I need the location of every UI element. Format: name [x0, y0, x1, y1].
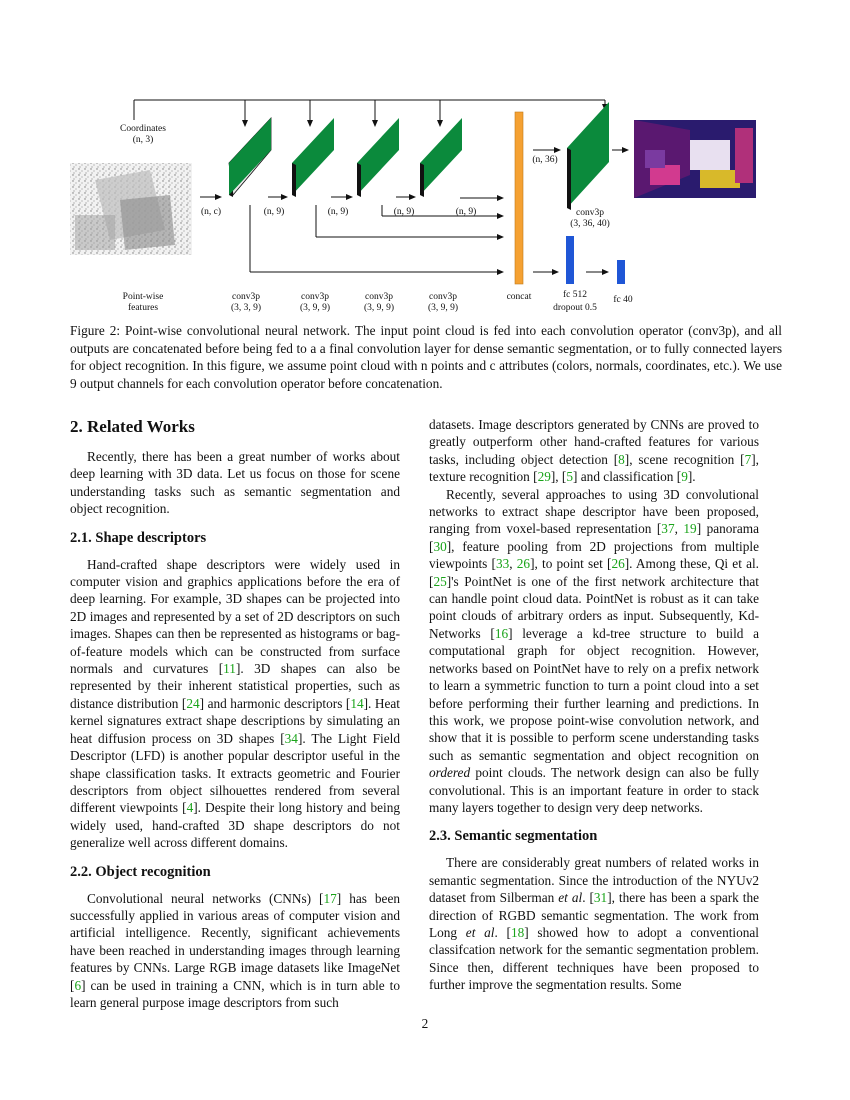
section-title-shape-descriptors: 2.1. Shape descriptors [70, 529, 207, 546]
citation[interactable]: 26 [611, 556, 625, 572]
concat-bar [515, 112, 523, 284]
conv3p-3-label: conv3p [365, 292, 393, 302]
left-column [70, 416, 400, 1011]
conv3p-3-params: (3, 9, 9) [363, 303, 395, 313]
conv3p-1-label: conv3p [232, 292, 260, 302]
coordinates-shape-label: (n, 3) [132, 135, 154, 145]
conv3p-2-label: conv3p [301, 292, 329, 302]
citation[interactable]: 6 [74, 977, 82, 993]
shape-label-4: (n, 9) [455, 207, 477, 217]
emphasis: ordered [429, 765, 471, 781]
figure-caption: Figure 2: Point-wise convolutional neural network. The input point cloud is fed into each convolution operator (conv3p), and all outputs are concatenated before being fed to a a final convolution layer for dense semantic segmentation, or to fully connected layers for object recognition. In this figure, we assume point cloud with n points and c attributes (colors, normals, coordinates, etc.). We use 9 output channels for each convolution operator before concatenation. [70, 323, 782, 391]
citation[interactable]: 8 [618, 451, 625, 467]
conv-block-4 [420, 118, 462, 197]
shape-label-3: (n, 9) [393, 207, 415, 217]
object-recognition-paragraph: Convolutional neural networks (CNNs) [17] has been successfully applied in various areas of computer vision and artificial intelligence. Recently, significant achievements have been reached in understanding images through learning features by CNNs. Large RGB image datasets like ImageNet [6] can be used in training a CNN, which is in turn able to learn general purpose image descriptors from such [70, 890, 401, 1010]
fc40-bar [617, 260, 625, 284]
citation[interactable]: 4 [186, 800, 194, 816]
coordinates-label: Coordinates [120, 124, 166, 134]
related-works-intro: Recently, there has been a great number of works about deep learning with 3D data. Let us focus on those for scene understanding tasks such as semantic segmentation and object recognition. [70, 449, 400, 517]
citation[interactable]: 18 [510, 924, 525, 940]
citation[interactable]: 14 [350, 695, 364, 711]
conv3p-1-params: (3, 3, 9) [230, 303, 262, 313]
3d-convolution-paragraph: Recently, several approaches to using 3D convolutional networks to extract shape descriptor have been proposed, ranging from voxel-based representation [37, 19] panorama [30], feature pooling from 2D projections from multiple viewpoints [33, 26], to point set [26]. Among these, Qi et al. [25]'s PointNet is one of the first network architecture that can handle point cloud data. PointNet is robust as it can take point clouds of arbitrary orders as input. Subsequently, Kd-Networks [16] leverage a kd-tree structure to build a computational graph for object recognition. However, networks based on PointNet have to rely on a prefix network to learn a symmetric function to turn a point cloud into a set before performing their further learning and predictions. In this work, we propose point-wise convolution network, and show that it is possible to perform scene understanding tasks such as semantic segmentation and object recognition on ordered point clouds. The network design can also be fully convolutional. This is an important feature in order to stack many layers together to design very deep networks. [429, 486, 759, 815]
conv3p-2-params: (3, 9, 9) [299, 303, 331, 313]
citation[interactable]: 5 [566, 469, 574, 485]
shape-label-2: (n, 9) [327, 207, 349, 217]
citation[interactable]: 33 [495, 556, 510, 572]
shape-label-1: (n, 9) [263, 207, 285, 217]
conv3p-4-label: conv3p [429, 292, 457, 302]
citation[interactable]: 25 [433, 573, 447, 589]
citation[interactable]: 26 [516, 556, 531, 572]
input-shape-label: (n, c) [200, 207, 222, 217]
section-title-semantic-segmentation: 2.3. Semantic segmentation [429, 828, 598, 845]
fc40-label: fc 40 [613, 295, 633, 305]
citation[interactable]: 19 [683, 521, 697, 537]
shape-label-concat: (n, 36) [532, 155, 558, 165]
page-number: 2 [421, 1016, 429, 1031]
dropout-label: dropout 0.5 [553, 303, 597, 313]
pointwise-label-2: features [127, 303, 159, 313]
concat-label: concat [506, 292, 532, 302]
conv-block-3 [357, 118, 399, 197]
citation[interactable]: 29 [537, 469, 551, 485]
citation[interactable]: 17 [323, 890, 337, 906]
conv-block-2 [292, 118, 334, 197]
right-column [429, 416, 759, 994]
citation[interactable]: 7 [744, 451, 752, 467]
object-recognition-continued: datasets. Image descriptors generated by CNNs are proved to greatly outperform other hand-crafted features for various tasks, including object detection [8], scene recognition [7], texture recognition [29], [5] and classification [9]. [429, 417, 759, 485]
output-segmentation-image [634, 120, 756, 198]
input-point-cloud-image [70, 163, 192, 255]
citation[interactable]: 31 [593, 890, 608, 906]
citation[interactable]: 11 [223, 661, 236, 677]
citation[interactable]: 37 [661, 521, 675, 537]
pointwise-label: Point-wise [122, 292, 164, 302]
citation[interactable]: 24 [186, 695, 200, 711]
conv-block-final [567, 102, 609, 210]
citation[interactable]: 30 [433, 538, 447, 554]
shape-descriptors-paragraph: Hand-crafted shape descriptors were widely used in computer vision and graphics applications before the era of deep learning. For example, 3D shapes can be projected into 2D images and represented by a set of 2D descriptors on such images. Shapes can then be represented as histograms or bag-of-feature models which can be constructed from surface normals and curvatures [11]. 3D shapes can also be represented by their inherent statistical properties, such as distance distribution [24] and harmonic descriptors [14]. Heat kernel signatures extract shape descriptions by simulating an heat diffusion process on 3D shapes [34]. The Light Field Descriptor (LFD) is another popular descriptor useful in the shape classification tasks. It extracts geometric and Fourier descriptors from object silhouettes rendered from several different viewpoints [4]. Despite their long history and being widely used, hand-crafted 3D shape descriptors do not generalize well across different domains. [70, 556, 400, 851]
conv3p-final-label: conv3p [576, 208, 604, 218]
fc512-bar [566, 236, 574, 284]
semantic-segmentation-paragraph: There are considerably great numbers of related works in semantic segmentation. Since the introduction of the NYUv2 dataset from Silberman et al. [31], there has been a spark the direction of RGBD semantic segmentation. The work from Long et al. [18] showed how to adopt a conventional classifcation network for the semantic segmentation problem. Since then, different techniques have been proposed to further improve the segmentation results. Some [429, 855, 760, 993]
section-title-object-recognition: 2.2. Object recognition [70, 863, 211, 880]
citation[interactable]: 9 [681, 469, 688, 485]
section-title-related-works: 2. Related Works [70, 417, 195, 436]
conv3p-4-params: (3, 9, 9) [427, 303, 459, 313]
fc512-label: fc 512 [562, 290, 588, 300]
conv3p-final-params: (3, 36, 40) [570, 219, 610, 229]
citation[interactable]: 16 [494, 625, 509, 641]
citation[interactable]: 34 [284, 730, 298, 746]
network-figure [0, 0, 850, 320]
